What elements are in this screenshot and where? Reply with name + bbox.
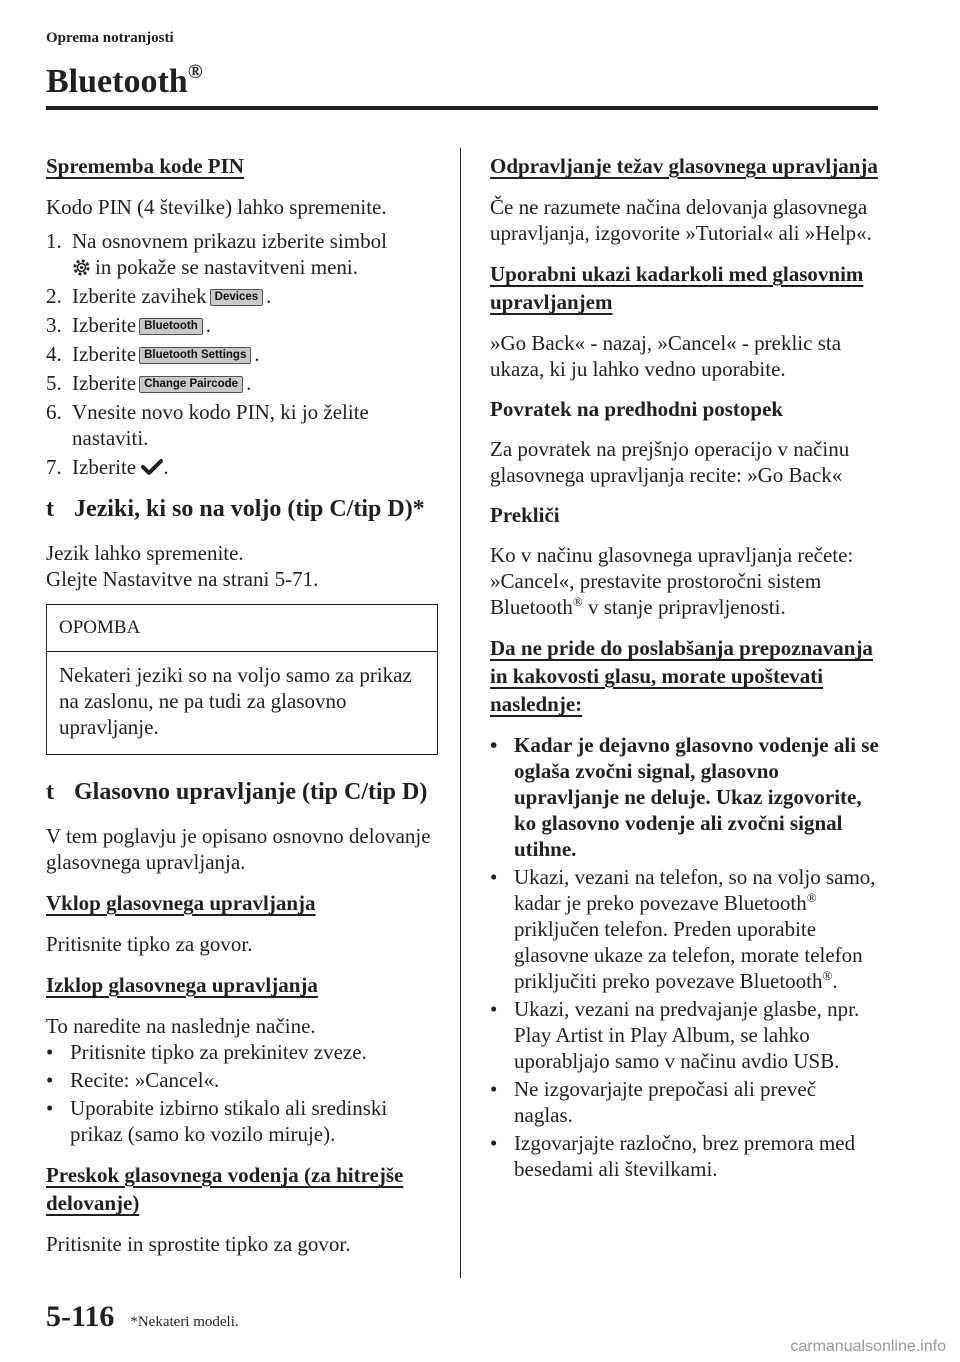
- checkmark-icon: [141, 459, 163, 475]
- pin-heading: Sprememba kode PIN: [46, 154, 244, 178]
- footnote: *Nekateri modeli.: [130, 1314, 239, 1330]
- trouble-heading: Odpravljanje težav glasovnega upravljanja: [490, 154, 878, 178]
- step-number: 1.: [46, 229, 62, 253]
- pin-intro: Kodo PIN (4 številke) lahko spremenite.: [46, 195, 387, 219]
- section-title: [46, 52, 878, 102]
- pin-steps: [46, 228, 438, 480]
- voice-intro: V tem poglavju je opisano osnovno delovanje glasovnega upravljanja.: [46, 824, 431, 874]
- languages-heading: [46, 494, 438, 524]
- gear-icon: [72, 258, 91, 277]
- list-item-text: Kadar je dejavno glasovno vodenje ali se oglaša zvočni signal, glasovno upravljanje ne deluje. Ukaz izgovorite, ko glasovno vodenje ali zvočni signal utihne.: [514, 733, 879, 861]
- step-number: 7.: [46, 455, 62, 479]
- step-number: 3.: [46, 313, 62, 337]
- list-item: [490, 864, 880, 994]
- list-item-text: priključen telefon. Preden uporabite glasovne ukaze za telefon, morate telefon priključiti preko povezave Bluetooth: [514, 917, 863, 993]
- column-divider: [460, 148, 461, 1278]
- languages-heading-text: Jeziki, ki so na voljo (tip C/tip D)*: [74, 496, 425, 522]
- list-item: [490, 732, 880, 862]
- voice-on-text: Pritisnite tipko za govor.: [46, 932, 253, 956]
- list-item-text: Ne izgovarjajte prepočasi ali preveč naglas.: [514, 1077, 817, 1127]
- registered-mark: ®: [822, 968, 833, 983]
- voice-heading: [46, 777, 438, 807]
- list-item: [46, 1039, 438, 1065]
- step-text-continued: in pokaže se nastavitveni meni.: [95, 255, 359, 279]
- page-header: [46, 28, 878, 102]
- list-item-text: Recite: »Cancel«.: [70, 1068, 220, 1092]
- registered-mark: ®: [806, 890, 817, 905]
- voice-off-bullets: [46, 1039, 438, 1147]
- change-paircode-button: Change Paircode: [139, 376, 243, 393]
- step-7: [46, 454, 438, 480]
- voice-off-intro: To naredite na naslednje načine.: [46, 1014, 316, 1038]
- step-number: 6.: [46, 400, 62, 424]
- list-item-text: .: [832, 969, 838, 993]
- voice-off-heading: Izklop glasovnega upravljanja: [46, 973, 318, 997]
- trouble-text: Če ne razumete načina delovanja glasovnega upravljanja, izgovorite »Tutorial« ali »Help«.: [490, 195, 872, 245]
- voice-heading-text: Glasovno upravljanje (tip C/tip D): [74, 779, 428, 805]
- bullet: •: [490, 997, 498, 1021]
- page-number: 5-116: [46, 1300, 115, 1333]
- note-box: [46, 604, 438, 755]
- step-punct: .: [266, 284, 272, 308]
- quality-bullets: [490, 732, 880, 1182]
- step-text: Izberite: [72, 455, 137, 479]
- list-item-text: Uporabite izbirno stikalo ali sredinski prikaz (samo ko vozilo miruje).: [70, 1096, 388, 1146]
- step-punct: .: [254, 342, 260, 366]
- cancel-heading: Prekliči: [490, 503, 560, 527]
- cancel-text-b: v stanje pripravljenosti.: [582, 595, 786, 619]
- list-item-text: Ukazi, vezani na predvajanje glasbe, npr. Play Artist in Play Album, se lahko uporabljajo samo v načinu avdio USB.: [514, 997, 860, 1073]
- back-text: Za povratek na prejšnjo operacijo v načinu glasovnega upravljanja recite: »Go Back«: [490, 437, 850, 487]
- list-item-text: Ukazi, vezani na telefon, so na voljo samo, kadar je preko povezave Bluetooth: [514, 865, 876, 915]
- devices-tab-button: Devices: [210, 289, 263, 306]
- right-column: [490, 152, 880, 1196]
- step-4: [46, 341, 438, 367]
- voice-skip-heading: Preskok glasovnega vodenja (za hitrejše delovanje): [46, 1163, 404, 1215]
- bullet: •: [46, 1040, 54, 1064]
- section-marker: t: [46, 779, 54, 805]
- step-punct: .: [246, 371, 252, 395]
- header-rule: [46, 106, 878, 110]
- section-marker: t: [46, 496, 54, 522]
- cancel-text-a: Ko v načinu glasovnega upravljanja rečete: »Cancel«, prestavite prostoročni sistem Bluetooth: [490, 543, 854, 619]
- step-number: 2.: [46, 284, 62, 308]
- step-number: 4.: [46, 342, 62, 366]
- step-text: Izberite: [72, 342, 137, 366]
- step-text: Vnesite novo kodo PIN, ki jo želite nastaviti.: [72, 400, 369, 450]
- bullet: •: [46, 1096, 54, 1120]
- list-item-text: Izgovarjajte razločno, brez premora med besedami ali številkami.: [514, 1131, 856, 1181]
- voice-on-heading: Vklop glasovnega upravljanja: [46, 891, 316, 915]
- step-1: [46, 228, 438, 280]
- useful-heading: Uporabni ukazi kadarkoli med glasovnim upravljanjem: [490, 262, 864, 314]
- section-kicker: Oprema notranjosti: [46, 30, 174, 46]
- step-6: [46, 399, 438, 451]
- languages-line-1: Jezik lahko spremenite.: [46, 541, 244, 565]
- voice-skip-text: Pritisnite in sprostite tipko za govor.: [46, 1232, 351, 1256]
- back-heading: Povratek na predhodni postopek: [490, 397, 784, 421]
- section-title-text: Bluetooth: [46, 63, 188, 100]
- list-item: [490, 996, 880, 1074]
- note-title: OPOMBA: [47, 605, 437, 652]
- list-item: [46, 1095, 438, 1147]
- note-text: Nekateri jeziki so na voljo samo za prikaz na zaslonu, ne pa tudi za glasovno upravljanje.: [59, 663, 412, 739]
- step-3: [46, 312, 438, 338]
- step-number: 5.: [46, 371, 62, 395]
- page-footer: [46, 1300, 239, 1334]
- cancel-text: [490, 542, 880, 620]
- registered-mark: ®: [187, 61, 203, 83]
- bullet: •: [46, 1068, 54, 1092]
- step-text: Na osnovnem prikazu izberite simbol: [72, 229, 387, 253]
- list-item: [490, 1130, 880, 1182]
- languages-line-2: Glejte Nastavitve na strani 5-71.: [46, 567, 319, 591]
- step-text: Izberite zavihek: [72, 284, 207, 308]
- bullet: •: [490, 1131, 498, 1155]
- bullet: •: [490, 865, 498, 889]
- step-punct: .: [205, 313, 212, 337]
- quality-heading: Da ne pride do poslabšanja prepoznavanja in kakovosti glasu, morate upoštevati naslednje:: [490, 636, 873, 716]
- left-column: [46, 152, 438, 1265]
- step-5: [46, 370, 438, 396]
- useful-text: »Go Back« - nazaj, »Cancel« - preklic sta ukaza, ki ju lahko vedno uporabite.: [490, 331, 842, 381]
- registered-mark: ®: [572, 594, 583, 609]
- watermark: carmanualsonline.info: [790, 1338, 946, 1355]
- bluetooth-button: Bluetooth: [139, 318, 203, 335]
- bluetooth-settings-button: Bluetooth Settings: [139, 347, 251, 364]
- step-text: Izberite: [72, 371, 137, 395]
- list-item: [46, 1067, 438, 1093]
- list-item-text: Pritisnite tipko za prekinitev zveze.: [70, 1040, 367, 1064]
- step-2: [46, 283, 438, 309]
- bullet: •: [490, 1077, 498, 1101]
- step-punct: .: [163, 455, 169, 479]
- step-text: Izberite: [72, 313, 137, 337]
- bullet: •: [490, 733, 498, 757]
- list-item: [490, 1076, 880, 1128]
